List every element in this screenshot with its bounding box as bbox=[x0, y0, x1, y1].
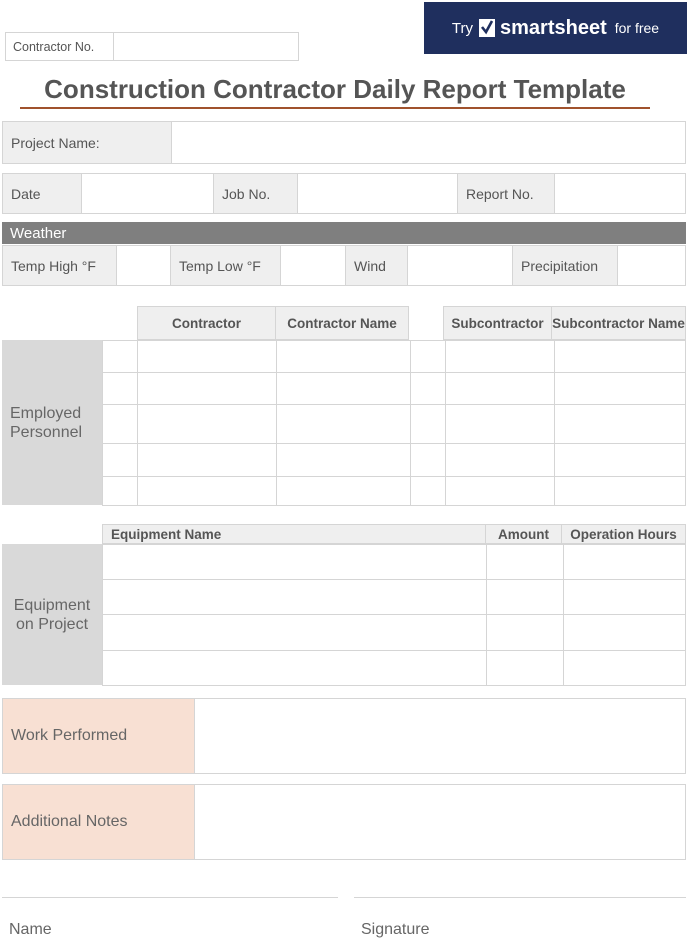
table-row bbox=[103, 444, 686, 477]
table-cell[interactable] bbox=[555, 444, 686, 477]
table-row bbox=[103, 580, 686, 615]
job-no-label: Job No. bbox=[214, 174, 298, 213]
table-row bbox=[103, 545, 686, 580]
table-cell[interactable] bbox=[277, 405, 411, 444]
table-cell[interactable] bbox=[564, 545, 686, 580]
signature-line[interactable] bbox=[354, 897, 686, 898]
name-line[interactable] bbox=[2, 897, 338, 898]
contractor-no-field bbox=[5, 32, 299, 61]
personnel-table bbox=[102, 340, 686, 506]
table-cell[interactable] bbox=[277, 444, 411, 477]
table-cell[interactable] bbox=[446, 373, 555, 405]
table-cell[interactable] bbox=[103, 341, 138, 373]
employed-personnel-label: Employed Personnel bbox=[2, 340, 102, 505]
date-input[interactable] bbox=[82, 174, 214, 213]
work-performed-row bbox=[2, 698, 686, 774]
table-cell[interactable] bbox=[555, 341, 686, 373]
work-performed-input[interactable] bbox=[195, 699, 685, 773]
smartsheet-check-icon bbox=[479, 19, 495, 37]
table-cell[interactable] bbox=[103, 651, 487, 686]
contractor-no-label: Contractor No. bbox=[6, 33, 114, 60]
table-cell[interactable] bbox=[446, 444, 555, 477]
col-subcontractor-name: Subcontractor Name bbox=[551, 306, 686, 340]
table-cell[interactable] bbox=[277, 477, 411, 506]
contractor-no-input[interactable] bbox=[114, 33, 298, 60]
table-cell[interactable] bbox=[564, 615, 686, 651]
work-performed-label: Work Performed bbox=[3, 699, 195, 773]
table-cell[interactable] bbox=[446, 477, 555, 506]
report-no-label: Report No. bbox=[458, 174, 555, 213]
table-cell[interactable] bbox=[411, 477, 446, 506]
table-row bbox=[103, 477, 686, 506]
table-cell[interactable] bbox=[564, 651, 686, 686]
page-title: Construction Contractor Daily Report Template bbox=[44, 74, 626, 104]
table-cell[interactable] bbox=[446, 341, 555, 373]
wind-label: Wind bbox=[346, 246, 408, 285]
name-label: Name bbox=[9, 921, 52, 938]
equipment-on-project-label: Equipment on Project bbox=[2, 544, 102, 685]
table-row bbox=[103, 341, 686, 373]
table-cell[interactable] bbox=[138, 444, 277, 477]
table-cell[interactable] bbox=[411, 341, 446, 373]
table-cell[interactable] bbox=[103, 615, 487, 651]
table-cell[interactable] bbox=[564, 580, 686, 615]
table-cell[interactable] bbox=[555, 405, 686, 444]
project-name-input[interactable] bbox=[172, 122, 685, 163]
promo-suffix-text: for free bbox=[614, 20, 660, 36]
table-cell[interactable] bbox=[103, 405, 138, 444]
date-job-report-row bbox=[2, 173, 686, 214]
equipment-table bbox=[102, 544, 686, 686]
additional-notes-row bbox=[2, 784, 686, 860]
temp-high-label: Temp High °F bbox=[3, 246, 117, 285]
table-cell[interactable] bbox=[103, 545, 487, 580]
col-equipment-name: Equipment Name bbox=[102, 524, 486, 544]
table-cell[interactable] bbox=[487, 615, 564, 651]
title-underline bbox=[20, 107, 650, 109]
table-cell[interactable] bbox=[103, 444, 138, 477]
table-cell[interactable] bbox=[411, 405, 446, 444]
report-no-input[interactable] bbox=[555, 174, 685, 213]
temp-low-input[interactable] bbox=[281, 246, 346, 285]
table-row bbox=[103, 373, 686, 405]
precipitation-input[interactable] bbox=[618, 246, 685, 285]
table-row bbox=[103, 651, 686, 686]
wind-input[interactable] bbox=[408, 246, 513, 285]
table-row bbox=[103, 615, 686, 651]
col-operation-hours: Operation Hours bbox=[561, 524, 686, 544]
table-cell[interactable] bbox=[138, 477, 277, 506]
table-cell[interactable] bbox=[555, 373, 686, 405]
job-no-input[interactable] bbox=[298, 174, 458, 213]
date-label: Date bbox=[3, 174, 82, 213]
temp-low-label: Temp Low °F bbox=[171, 246, 281, 285]
promo-try-text: Try bbox=[451, 19, 474, 37]
project-name-label: Project Name: bbox=[3, 122, 172, 163]
col-subcontractor: Subcontractor bbox=[443, 306, 552, 340]
promo-brand-text: smartsheet bbox=[500, 16, 607, 39]
table-cell[interactable] bbox=[446, 405, 555, 444]
weather-section-header: Weather bbox=[2, 222, 686, 244]
table-cell[interactable] bbox=[411, 444, 446, 477]
table-cell[interactable] bbox=[103, 477, 138, 506]
additional-notes-input[interactable] bbox=[195, 785, 685, 859]
table-cell[interactable] bbox=[138, 373, 277, 405]
table-cell[interactable] bbox=[487, 580, 564, 615]
table-cell[interactable] bbox=[487, 545, 564, 580]
table-cell[interactable] bbox=[555, 477, 686, 506]
try-smartsheet-button[interactable] bbox=[424, 2, 687, 54]
temp-high-input[interactable] bbox=[117, 246, 171, 285]
col-amount: Amount bbox=[485, 524, 562, 544]
signature-label: Signature bbox=[361, 921, 430, 938]
table-cell[interactable] bbox=[487, 651, 564, 686]
table-cell[interactable] bbox=[411, 373, 446, 405]
table-cell[interactable] bbox=[277, 373, 411, 405]
col-contractor-name: Contractor Name bbox=[275, 306, 409, 340]
precipitation-label: Precipitation bbox=[513, 246, 618, 285]
table-cell[interactable] bbox=[103, 580, 487, 615]
table-cell[interactable] bbox=[103, 373, 138, 405]
weather-row bbox=[2, 245, 686, 286]
project-name-row bbox=[2, 121, 686, 164]
table-row bbox=[103, 405, 686, 444]
table-cell[interactable] bbox=[138, 341, 277, 373]
table-cell[interactable] bbox=[138, 405, 277, 444]
col-contractor: Contractor bbox=[137, 306, 276, 340]
table-cell[interactable] bbox=[277, 341, 411, 373]
additional-notes-label: Additional Notes bbox=[3, 785, 195, 859]
